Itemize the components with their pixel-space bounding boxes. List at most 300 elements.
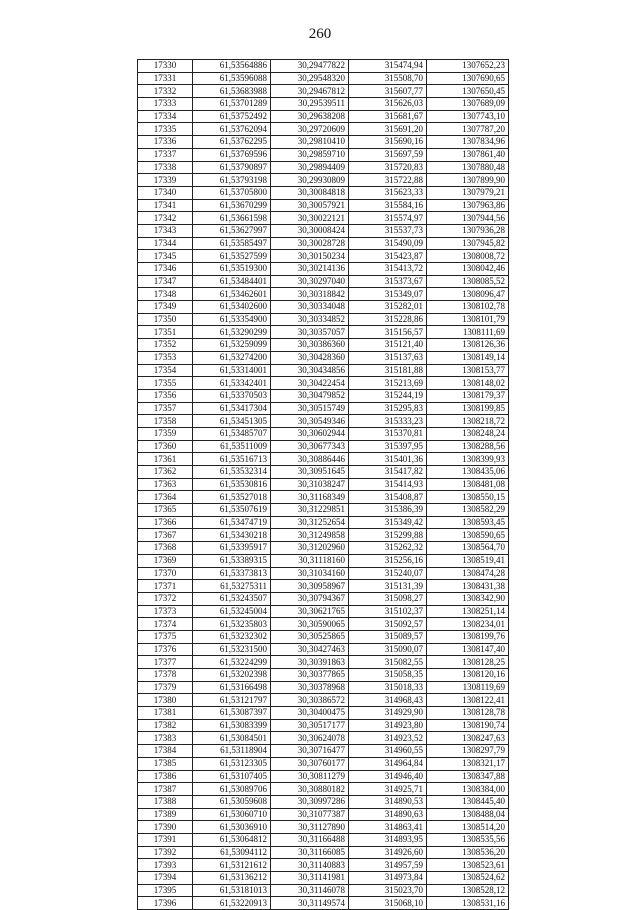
y-coordinate-cell: 1308481,08 — [427, 478, 509, 491]
longitude-cell: 30,30386360 — [271, 339, 349, 352]
y-coordinate-cell: 1308321,17 — [427, 757, 509, 770]
latitude-cell: 61,53389315 — [193, 554, 271, 567]
table-row — [138, 136, 509, 149]
x-coordinate-cell: 315623,33 — [349, 186, 427, 199]
latitude-cell: 61,53395917 — [193, 542, 271, 555]
latitude-cell: 61,53245004 — [193, 605, 271, 618]
point-number-cell: 17355 — [138, 377, 193, 390]
y-coordinate-cell: 1308085,52 — [427, 275, 509, 288]
y-coordinate-cell: 1308147,40 — [427, 643, 509, 656]
y-coordinate-cell: 1308536,20 — [427, 846, 509, 859]
x-coordinate-cell: 315068,10 — [349, 897, 427, 910]
table-row — [138, 250, 509, 263]
x-coordinate-cell: 315584,16 — [349, 199, 427, 212]
longitude-cell: 30,30811279 — [271, 770, 349, 783]
latitude-cell: 61,53136212 — [193, 872, 271, 885]
longitude-cell: 30,31034160 — [271, 567, 349, 580]
x-coordinate-cell: 315386,39 — [349, 504, 427, 517]
y-coordinate-cell: 1308384,00 — [427, 783, 509, 796]
longitude-cell: 30,30334852 — [271, 313, 349, 326]
point-number-cell: 17375 — [138, 630, 193, 643]
latitude-cell: 61,53342401 — [193, 377, 271, 390]
x-coordinate-cell: 315333,23 — [349, 415, 427, 428]
point-number-cell: 17365 — [138, 504, 193, 517]
x-coordinate-cell: 315349,42 — [349, 516, 427, 529]
y-coordinate-cell: 1307689,09 — [427, 98, 509, 111]
x-coordinate-cell: 315373,67 — [349, 275, 427, 288]
point-number-cell: 17381 — [138, 707, 193, 720]
point-number-cell: 17330 — [138, 60, 193, 73]
y-coordinate-cell: 1308096,47 — [427, 288, 509, 301]
y-coordinate-cell: 1308102,78 — [427, 301, 509, 314]
y-coordinate-cell: 1308251,14 — [427, 605, 509, 618]
point-number-cell: 17350 — [138, 313, 193, 326]
x-coordinate-cell: 315023,70 — [349, 884, 427, 897]
longitude-cell: 30,30886446 — [271, 453, 349, 466]
y-coordinate-cell: 1308218,72 — [427, 415, 509, 428]
latitude-cell: 61,53060710 — [193, 808, 271, 821]
page-number: 260 — [308, 26, 332, 42]
y-coordinate-cell: 1308445,40 — [427, 795, 509, 808]
latitude-cell: 61,53118904 — [193, 745, 271, 758]
point-number-cell: 17351 — [138, 326, 193, 339]
x-coordinate-cell: 315417,82 — [349, 466, 427, 479]
y-coordinate-cell: 1308179,37 — [427, 389, 509, 402]
latitude-cell: 61,53417304 — [193, 402, 271, 415]
point-number-cell: 17346 — [138, 263, 193, 276]
x-coordinate-cell: 315282,01 — [349, 301, 427, 314]
point-number-cell: 17396 — [138, 897, 193, 910]
x-coordinate-cell: 314890,63 — [349, 808, 427, 821]
latitude-cell: 61,53373813 — [193, 567, 271, 580]
x-coordinate-cell: 314929,90 — [349, 707, 427, 720]
longitude-cell: 30,31149574 — [271, 897, 349, 910]
table-row — [138, 263, 509, 276]
x-coordinate-cell: 314926,60 — [349, 846, 427, 859]
point-number-cell: 17395 — [138, 884, 193, 897]
y-coordinate-cell: 1308593,45 — [427, 516, 509, 529]
x-coordinate-cell: 315181,88 — [349, 364, 427, 377]
table-row — [138, 554, 509, 567]
longitude-cell: 30,29467812 — [271, 85, 349, 98]
point-number-cell: 17371 — [138, 580, 193, 593]
point-number-cell: 17382 — [138, 719, 193, 732]
y-coordinate-cell: 1308234,01 — [427, 618, 509, 631]
table-row — [138, 643, 509, 656]
table-row — [138, 224, 509, 237]
table-row — [138, 427, 509, 440]
longitude-cell: 30,31141981 — [271, 872, 349, 885]
latitude-cell: 61,53701289 — [193, 98, 271, 111]
latitude-cell: 61,53530816 — [193, 478, 271, 491]
point-number-cell: 17344 — [138, 237, 193, 250]
longitude-cell: 30,29720609 — [271, 123, 349, 136]
longitude-cell: 30,30391863 — [271, 656, 349, 669]
latitude-cell: 61,53670299 — [193, 199, 271, 212]
table-row — [138, 757, 509, 770]
latitude-cell: 61,53627997 — [193, 224, 271, 237]
longitude-cell: 30,31077387 — [271, 808, 349, 821]
table-row — [138, 833, 509, 846]
table-row — [138, 364, 509, 377]
point-number-cell: 17340 — [138, 186, 193, 199]
table-row — [138, 377, 509, 390]
x-coordinate-cell: 314960,55 — [349, 745, 427, 758]
latitude-cell: 61,53511009 — [193, 440, 271, 453]
latitude-cell: 61,53519300 — [193, 263, 271, 276]
latitude-cell: 61,53084501 — [193, 732, 271, 745]
x-coordinate-cell: 315537,73 — [349, 224, 427, 237]
table-row — [138, 719, 509, 732]
table-row — [138, 110, 509, 123]
table-row — [138, 872, 509, 885]
longitude-cell: 30,30386572 — [271, 694, 349, 707]
longitude-cell: 30,30400475 — [271, 707, 349, 720]
point-number-cell: 17389 — [138, 808, 193, 821]
y-coordinate-cell: 1308190,74 — [427, 719, 509, 732]
x-coordinate-cell: 315607,77 — [349, 85, 427, 98]
y-coordinate-cell: 1308111,69 — [427, 326, 509, 339]
x-coordinate-cell: 314923,52 — [349, 732, 427, 745]
y-coordinate-cell: 1307944,56 — [427, 212, 509, 225]
latitude-cell: 61,53402600 — [193, 301, 271, 314]
latitude-cell: 61,53484401 — [193, 275, 271, 288]
point-number-cell: 17384 — [138, 745, 193, 758]
longitude-cell: 30,30515749 — [271, 402, 349, 415]
latitude-cell: 61,53275311 — [193, 580, 271, 593]
longitude-cell: 30,31166488 — [271, 833, 349, 846]
table-row — [138, 288, 509, 301]
longitude-cell: 30,30590065 — [271, 618, 349, 631]
table-row — [138, 275, 509, 288]
x-coordinate-cell: 315090,07 — [349, 643, 427, 656]
latitude-cell: 61,53752492 — [193, 110, 271, 123]
table-row — [138, 630, 509, 643]
y-coordinate-cell: 1308297,79 — [427, 745, 509, 758]
y-coordinate-cell: 1308528,12 — [427, 884, 509, 897]
y-coordinate-cell: 1307787,20 — [427, 123, 509, 136]
latitude-cell: 61,53235803 — [193, 618, 271, 631]
point-number-cell: 17360 — [138, 440, 193, 453]
table-row — [138, 605, 509, 618]
point-number-cell: 17369 — [138, 554, 193, 567]
table-row — [138, 148, 509, 161]
table-row — [138, 618, 509, 631]
longitude-cell: 30,30525865 — [271, 630, 349, 643]
table-row — [138, 72, 509, 85]
point-number-cell: 17394 — [138, 872, 193, 885]
table-row — [138, 161, 509, 174]
table-row — [138, 339, 509, 352]
table-row — [138, 732, 509, 745]
longitude-cell: 30,30334048 — [271, 301, 349, 314]
y-coordinate-cell: 1308524,62 — [427, 872, 509, 885]
latitude-cell: 61,53202398 — [193, 669, 271, 682]
y-coordinate-cell: 1308550,15 — [427, 491, 509, 504]
x-coordinate-cell: 315213,69 — [349, 377, 427, 390]
latitude-cell: 61,53036910 — [193, 821, 271, 834]
latitude-cell: 61,53790897 — [193, 161, 271, 174]
y-coordinate-cell: 1308119,69 — [427, 681, 509, 694]
y-coordinate-cell: 1308008,72 — [427, 250, 509, 263]
longitude-cell: 30,31166085 — [271, 846, 349, 859]
point-number-cell: 17380 — [138, 694, 193, 707]
table-row — [138, 516, 509, 529]
y-coordinate-cell: 1307861,40 — [427, 148, 509, 161]
x-coordinate-cell: 315299,88 — [349, 529, 427, 542]
table-row — [138, 313, 509, 326]
longitude-cell: 30,30008424 — [271, 224, 349, 237]
point-number-cell: 17342 — [138, 212, 193, 225]
point-number-cell: 17354 — [138, 364, 193, 377]
y-coordinate-cell: 1307979,21 — [427, 186, 509, 199]
point-number-cell: 17341 — [138, 199, 193, 212]
longitude-cell: 30,30760177 — [271, 757, 349, 770]
longitude-cell: 30,30057921 — [271, 199, 349, 212]
x-coordinate-cell: 315244,19 — [349, 389, 427, 402]
x-coordinate-cell: 315681,67 — [349, 110, 427, 123]
longitude-cell: 30,30997286 — [271, 795, 349, 808]
point-number-cell: 17392 — [138, 846, 193, 859]
table-row — [138, 60, 509, 73]
latitude-cell: 61,53527018 — [193, 491, 271, 504]
point-number-cell: 17379 — [138, 681, 193, 694]
x-coordinate-cell: 315240,07 — [349, 567, 427, 580]
latitude-cell: 61,53596088 — [193, 72, 271, 85]
x-coordinate-cell: 315397,95 — [349, 440, 427, 453]
table-row — [138, 542, 509, 555]
table-row — [138, 656, 509, 669]
latitude-cell: 61,53661598 — [193, 212, 271, 225]
y-coordinate-cell: 1308126,36 — [427, 339, 509, 352]
longitude-cell: 30,29930809 — [271, 174, 349, 187]
table-row — [138, 326, 509, 339]
latitude-cell: 61,53259099 — [193, 339, 271, 352]
longitude-cell: 30,30318842 — [271, 288, 349, 301]
latitude-cell: 61,53166498 — [193, 681, 271, 694]
x-coordinate-cell: 315722,88 — [349, 174, 427, 187]
longitude-cell: 30,30958967 — [271, 580, 349, 593]
y-coordinate-cell: 1308153,77 — [427, 364, 509, 377]
longitude-cell: 30,30428360 — [271, 351, 349, 364]
coordinates-table — [137, 59, 509, 910]
x-coordinate-cell: 315413,72 — [349, 263, 427, 276]
longitude-cell: 30,31202960 — [271, 542, 349, 555]
table-row — [138, 98, 509, 111]
x-coordinate-cell: 315098,27 — [349, 592, 427, 605]
longitude-cell: 30,29638208 — [271, 110, 349, 123]
table-row — [138, 681, 509, 694]
latitude-cell: 61,53769596 — [193, 148, 271, 161]
longitude-cell: 30,30479852 — [271, 389, 349, 402]
point-number-cell: 17331 — [138, 72, 193, 85]
x-coordinate-cell: 314863,41 — [349, 821, 427, 834]
x-coordinate-cell: 315401,36 — [349, 453, 427, 466]
table-row — [138, 186, 509, 199]
table-row — [138, 745, 509, 758]
point-number-cell: 17377 — [138, 656, 193, 669]
table-row — [138, 174, 509, 187]
table-row — [138, 669, 509, 682]
point-number-cell: 17343 — [138, 224, 193, 237]
latitude-cell: 61,53107405 — [193, 770, 271, 783]
latitude-cell: 61,53451305 — [193, 415, 271, 428]
x-coordinate-cell: 314893,95 — [349, 833, 427, 846]
longitude-cell: 30,30517177 — [271, 719, 349, 732]
longitude-cell: 30,30084818 — [271, 186, 349, 199]
latitude-cell: 61,53121797 — [193, 694, 271, 707]
y-coordinate-cell: 1308519,41 — [427, 554, 509, 567]
table-row — [138, 415, 509, 428]
latitude-cell: 61,53231500 — [193, 643, 271, 656]
longitude-cell: 30,30150234 — [271, 250, 349, 263]
x-coordinate-cell: 315058,35 — [349, 669, 427, 682]
table-row — [138, 402, 509, 415]
y-coordinate-cell: 1308347,88 — [427, 770, 509, 783]
y-coordinate-cell: 1307936,28 — [427, 224, 509, 237]
longitude-cell: 30,30677343 — [271, 440, 349, 453]
x-coordinate-cell: 315508,70 — [349, 72, 427, 85]
longitude-cell: 30,31249858 — [271, 529, 349, 542]
y-coordinate-cell: 1307690,65 — [427, 72, 509, 85]
x-coordinate-cell: 315089,57 — [349, 630, 427, 643]
x-coordinate-cell: 314957,59 — [349, 859, 427, 872]
longitude-cell: 30,30028728 — [271, 237, 349, 250]
longitude-cell: 30,29539511 — [271, 98, 349, 111]
point-number-cell: 17364 — [138, 491, 193, 504]
latitude-cell: 61,53290299 — [193, 326, 271, 339]
table-row — [138, 504, 509, 517]
point-number-cell: 17361 — [138, 453, 193, 466]
table-row — [138, 808, 509, 821]
longitude-cell: 30,29548320 — [271, 72, 349, 85]
table-row — [138, 453, 509, 466]
x-coordinate-cell: 315018,33 — [349, 681, 427, 694]
longitude-cell: 30,30022121 — [271, 212, 349, 225]
y-coordinate-cell: 1308582,29 — [427, 504, 509, 517]
point-number-cell: 17333 — [138, 98, 193, 111]
latitude-cell: 61,53083399 — [193, 719, 271, 732]
x-coordinate-cell: 315408,87 — [349, 491, 427, 504]
point-number-cell: 17376 — [138, 643, 193, 656]
x-coordinate-cell: 314968,43 — [349, 694, 427, 707]
longitude-cell: 30,30434856 — [271, 364, 349, 377]
y-coordinate-cell: 1308564,70 — [427, 542, 509, 555]
x-coordinate-cell: 315137,63 — [349, 351, 427, 364]
latitude-cell: 61,53274200 — [193, 351, 271, 364]
table-row — [138, 351, 509, 364]
latitude-cell: 61,53370503 — [193, 389, 271, 402]
point-number-cell: 17372 — [138, 592, 193, 605]
x-coordinate-cell: 315574,97 — [349, 212, 427, 225]
table-row — [138, 478, 509, 491]
table-row — [138, 389, 509, 402]
y-coordinate-cell: 1308531,16 — [427, 897, 509, 910]
point-number-cell: 17358 — [138, 415, 193, 428]
point-number-cell: 17385 — [138, 757, 193, 770]
point-number-cell: 17386 — [138, 770, 193, 783]
longitude-cell: 30,30621765 — [271, 605, 349, 618]
x-coordinate-cell: 314964,84 — [349, 757, 427, 770]
latitude-cell: 61,53059608 — [193, 795, 271, 808]
x-coordinate-cell: 315102,37 — [349, 605, 427, 618]
latitude-cell: 61,53762094 — [193, 123, 271, 136]
y-coordinate-cell: 1308149,14 — [427, 351, 509, 364]
y-coordinate-cell: 1307652,23 — [427, 60, 509, 73]
longitude-cell: 30,30214136 — [271, 263, 349, 276]
table-row — [138, 237, 509, 250]
point-number-cell: 17348 — [138, 288, 193, 301]
x-coordinate-cell: 315121,40 — [349, 339, 427, 352]
table-row — [138, 123, 509, 136]
table-row — [138, 529, 509, 542]
table-row — [138, 694, 509, 707]
latitude-cell: 61,53224299 — [193, 656, 271, 669]
latitude-cell: 61,53181013 — [193, 884, 271, 897]
x-coordinate-cell: 315262,32 — [349, 542, 427, 555]
y-coordinate-cell: 1307945,82 — [427, 237, 509, 250]
y-coordinate-cell: 1307963,86 — [427, 199, 509, 212]
point-number-cell: 17362 — [138, 466, 193, 479]
y-coordinate-cell: 1308101,79 — [427, 313, 509, 326]
x-coordinate-cell: 314946,40 — [349, 770, 427, 783]
y-coordinate-cell: 1307899,90 — [427, 174, 509, 187]
y-coordinate-cell: 1308120,16 — [427, 669, 509, 682]
x-coordinate-cell: 314925,71 — [349, 783, 427, 796]
y-coordinate-cell: 1307650,45 — [427, 85, 509, 98]
point-number-cell: 17339 — [138, 174, 193, 187]
x-coordinate-cell: 314973,84 — [349, 872, 427, 885]
y-coordinate-cell: 1308342,90 — [427, 592, 509, 605]
x-coordinate-cell: 315295,83 — [349, 402, 427, 415]
x-coordinate-cell: 314923,80 — [349, 719, 427, 732]
latitude-cell: 61,53683988 — [193, 85, 271, 98]
table-row — [138, 821, 509, 834]
latitude-cell: 61,53762295 — [193, 136, 271, 149]
y-coordinate-cell: 1308247,63 — [427, 732, 509, 745]
longitude-cell: 30,31229851 — [271, 504, 349, 517]
x-coordinate-cell: 315423,87 — [349, 250, 427, 263]
point-number-cell: 17388 — [138, 795, 193, 808]
y-coordinate-cell: 1308435,06 — [427, 466, 509, 479]
y-coordinate-cell: 1308523,61 — [427, 859, 509, 872]
table-row — [138, 884, 509, 897]
point-number-cell: 17366 — [138, 516, 193, 529]
table-row — [138, 85, 509, 98]
longitude-cell: 30,29477822 — [271, 60, 349, 73]
longitude-cell: 30,29810410 — [271, 136, 349, 149]
x-coordinate-cell: 315156,57 — [349, 326, 427, 339]
x-coordinate-cell: 315092,57 — [349, 618, 427, 631]
latitude-cell: 61,53123305 — [193, 757, 271, 770]
longitude-cell: 30,30378968 — [271, 681, 349, 694]
latitude-cell: 61,53354900 — [193, 313, 271, 326]
x-coordinate-cell: 315370,81 — [349, 427, 427, 440]
latitude-cell: 61,53064812 — [193, 833, 271, 846]
point-number-cell: 17345 — [138, 250, 193, 263]
x-coordinate-cell: 315131,39 — [349, 580, 427, 593]
longitude-cell: 30,30951645 — [271, 466, 349, 479]
point-number-cell: 17391 — [138, 833, 193, 846]
longitude-cell: 30,31118160 — [271, 554, 349, 567]
x-coordinate-cell: 315228,86 — [349, 313, 427, 326]
longitude-cell: 30,30880182 — [271, 783, 349, 796]
x-coordinate-cell: 314890,53 — [349, 795, 427, 808]
latitude-cell: 61,53532314 — [193, 466, 271, 479]
table-row — [138, 770, 509, 783]
point-number-cell: 17335 — [138, 123, 193, 136]
point-number-cell: 17370 — [138, 567, 193, 580]
